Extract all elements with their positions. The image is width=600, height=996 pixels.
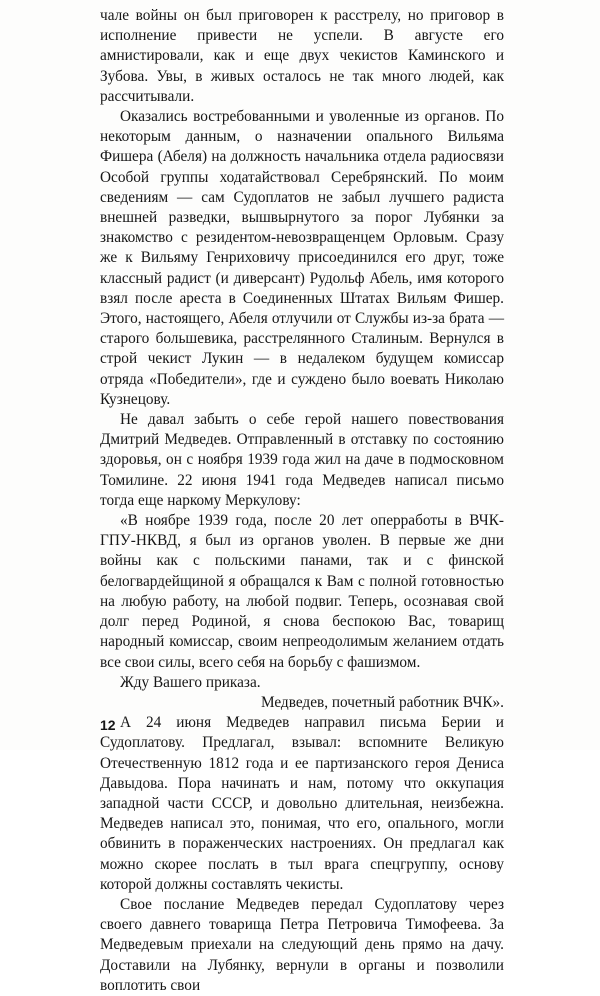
letter-signature: Медведев, почетный работник ВЧК».	[260, 693, 504, 711]
page-number: 12	[100, 717, 116, 733]
paragraph-medvedev-intro: Не давал забыть о себе герой нашего повествования Дмитрий Медведев. Отправленный в отставку по состоянию здоровья, он с ноября 1939 года жил на даче в подмосковном Томилине. 22 июня 1941 года Медведев написал письмо тогда еще наркому Меркулову:	[100, 411, 504, 509]
paragraph-letter-quote: «В ноябре 1939 года, после 20 лет оперработы в ВЧК-ГПУ-НКВД, я был из органов уволен. В первые же дни войны как с польскими панами, так и с финской белогвардейщиной я обращался к Вам с полной готовностью на любую работу, на любой подвиг. Теперь, осознавая свой долг перед Родиной, я снова беспокою Вас, товарищ народный комиссар, своим непреодолимым желанием отдать все свои силы, всего себя на борьбу с фашизмом.	[100, 512, 504, 671]
body-text	[100, 6, 504, 996]
paragraph-message-delivered: Свое послание Медведев передал Судоплатову через своего давнего товарища Петра Петровича Тимофеева. За Медведевым приехали на следующий день прямо на дачу. Доставили на Лубянку, вернули в органы и позволили воплотить свои	[100, 895, 504, 994]
paragraph-june-24: А 24 июня Медведев направил письма Берии и Судоплатову. Предлагал, взывал: вспомните Великую Отечественную 1812 года и ее партизанского героя Дениса Давыдова. Пора начинать и нам, потому что оккупация западной части СССР, и довольно длительная, неизбежна. Медведев написал это, понимая, что его, опального, могли обвинить в пораженческих настроениях. Он предлагал как можно скорее послать в тыл врага спецгруппу, основу которой должны составлять чекисты.	[100, 714, 504, 893]
paragraph-dismissed-officers: Оказались востребованными и уволенные из органов. По некоторым данным, о назначении опального Вильяма Фишера (Абеля) на должность начальника отдела радиосвязи Особой группы ходатайствовал Серебрянский. По моим сведениям — сам Судоплатов не забыл лучшего радиста внешней разведки, вышвырнутого за порог Лубянки за знакомство с резидентом-невозвращенцем Орловым. Сразу же к Вильяму Генриховичу присоединился его друг, тоже классный радист (и диверсант) Рудольф Абель, имя которого взял после ареста в Соединенных Штатах Вильям Фишер. Этого, настоящего, Абеля отлучили от Службы из-за брата — старого большевика, расстрелянного Сталиным. Вернулся в строй чекист Лукин — в недалеком будущем комиссар отряда «Победители», где и суждено было воевать Николаю Кузнецову.	[100, 108, 504, 408]
paragraph-letter-closing: Жду Вашего приказа.	[120, 673, 261, 691]
paragraph-continuation: чале войны он был приговорен к расстрелу, но приговор в исполнение привести не успели. В августе его амнистировали, как и еще двух чекистов Каминского и Зубова. Увы, в живых осталось не так много людей, как рассчитывали.	[100, 7, 504, 105]
